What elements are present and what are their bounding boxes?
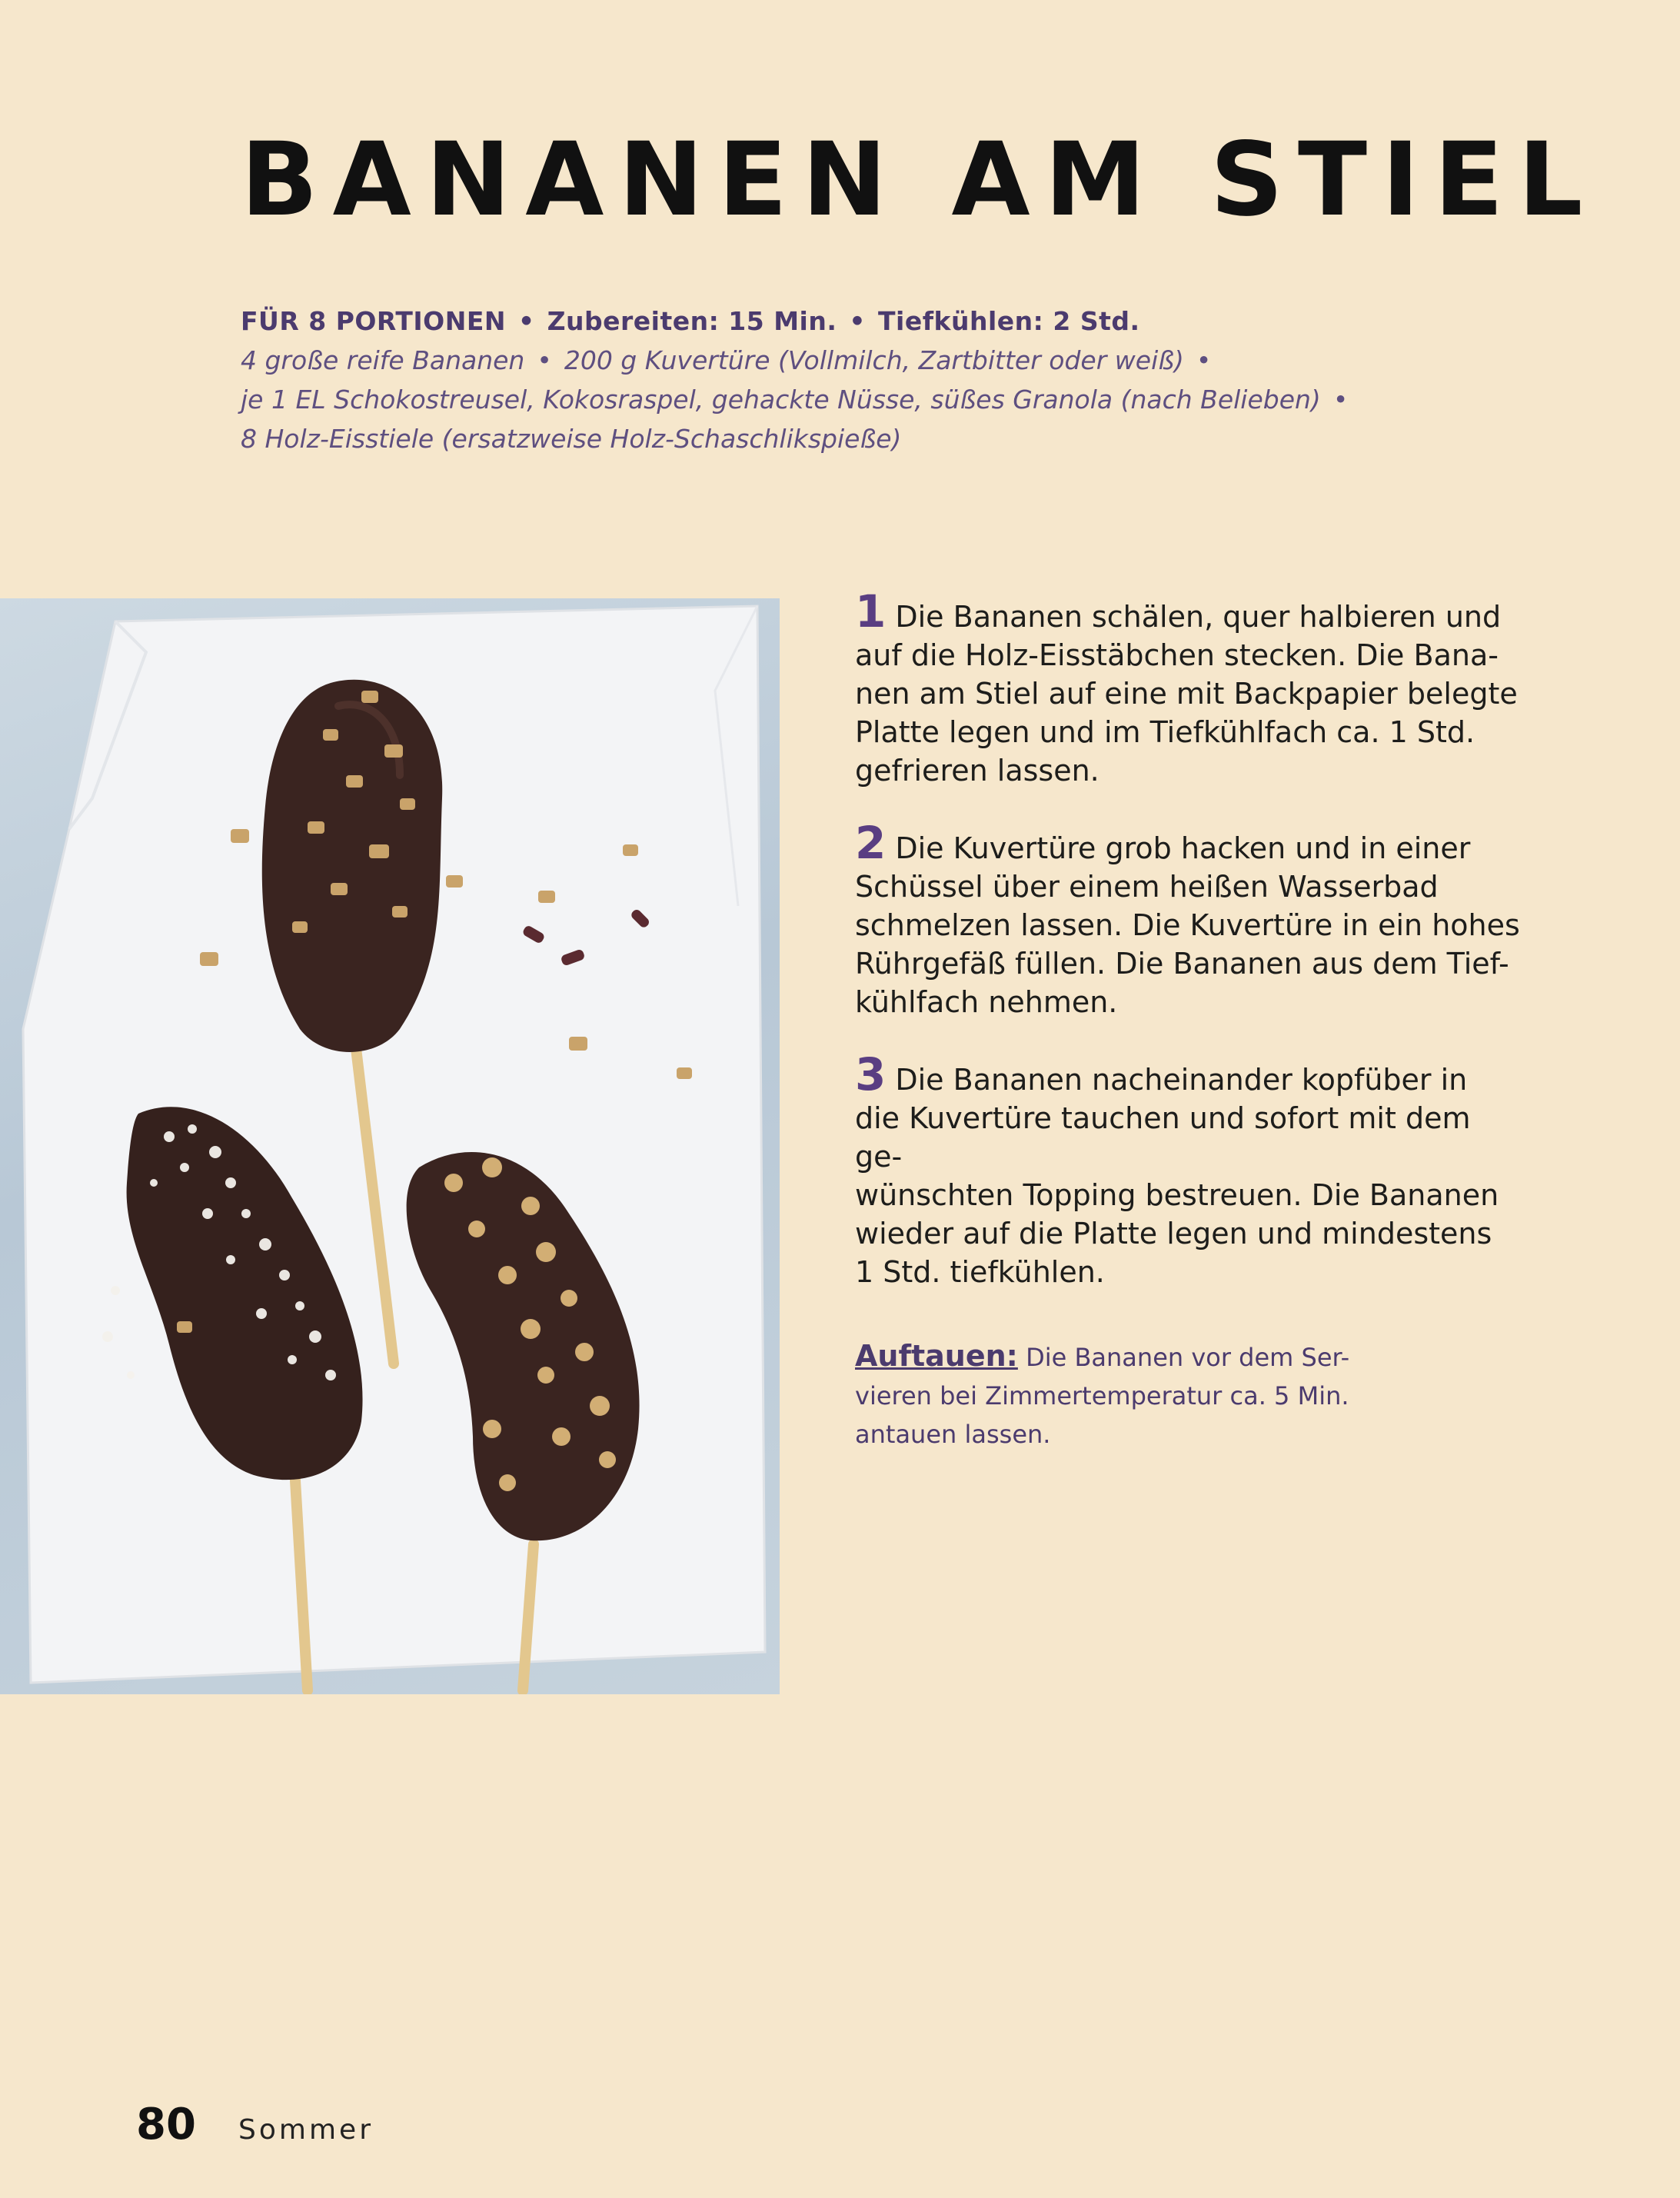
step-number: 1 (855, 585, 887, 638)
step-text: Platte legen und im Tiefkühlfach ca. 1 Std. (855, 715, 1475, 749)
instructions (855, 585, 1524, 1325)
ingredient-line (241, 380, 1471, 419)
step-text: Die Kuvertüre grob hacken und in einer (895, 831, 1471, 865)
step-text: Rührgefäß füllen. Die Bananen aus dem Tief- (855, 947, 1509, 981)
prep-time: Zubereiten: 15 Min. (547, 306, 837, 336)
step-text: auf die Holz-Eisstäbchen stecken. Die Bana- (855, 638, 1499, 672)
ingredient-line (241, 341, 1471, 380)
page-number: 80 (136, 2100, 196, 2150)
step (855, 817, 1524, 1021)
tip-label: Auftauen: (855, 1339, 1018, 1373)
page-footer (136, 2100, 374, 2150)
ingredient-line (241, 419, 1471, 458)
recipe-meta (241, 301, 1471, 458)
bullet: • (1332, 385, 1349, 415)
step-text: schmelzen lassen. Die Kuvertüre in ein hohes (855, 908, 1520, 942)
bullet: • (537, 345, 552, 375)
step-text: Die Bananen nacheinander kopfüber in (895, 1063, 1468, 1097)
step-text: die Kuvertüre tauchen und sofort mit dem ge- (855, 1101, 1471, 1174)
step-number: 3 (855, 1048, 887, 1101)
ingredient: je 1 EL Schokostreusel, Kokosraspel, gehackte Nüsse, süßes Granola (nach Belieben) (241, 385, 1321, 415)
tip-text: Die Bananen vor dem Ser- (1026, 1343, 1350, 1372)
step-text: gefrieren lassen. (855, 754, 1099, 788)
recipe-title: BANANEN AM STIEL (241, 121, 1598, 239)
tip-text: antauen lassen. (855, 1420, 1051, 1449)
step-text: Schüssel über einem heißen Wasserbad (855, 870, 1439, 904)
thawing-tip (855, 1337, 1378, 1454)
step-text: Die Bananen schälen, quer halbieren und (895, 600, 1502, 634)
chocolate-banana-nuts (262, 680, 442, 1052)
step-text: 1 Std. tiefkühlen. (855, 1255, 1105, 1289)
recipe-info-line (241, 301, 1471, 341)
section-name: Sommer (238, 2114, 374, 2146)
ingredient: 200 g Kuvertüre (Vollmilch, Zartbitter oder weiß) (564, 345, 1184, 375)
ingredient: 4 große reife Bananen (241, 345, 525, 375)
ingredient: 8 Holz-Eisstiele (ersatzweise Holz-Schaschlikspieße) (241, 424, 902, 454)
step-text: kühlfach nehmen. (855, 985, 1118, 1019)
bullet: • (849, 306, 866, 336)
step-text: wieder auf die Platte legen und mindestens (855, 1217, 1492, 1251)
tip-text: vieren bei Zimmertemperatur ca. 5 Min. (855, 1381, 1349, 1410)
step (855, 585, 1524, 790)
recipe-photo (0, 598, 780, 1694)
step-text: wünschten Topping bestreuen. Die Bananen (855, 1178, 1499, 1212)
portions: FÜR 8 PORTIONEN (241, 306, 506, 336)
bullet: • (1196, 345, 1212, 375)
bullet: • (517, 306, 535, 336)
step (855, 1048, 1524, 1291)
freeze-time: Tiefkühlen: 2 Std. (878, 306, 1140, 336)
step-text: nen am Stiel auf eine mit Backpapier belegte (855, 677, 1518, 711)
step-number: 2 (855, 817, 887, 869)
